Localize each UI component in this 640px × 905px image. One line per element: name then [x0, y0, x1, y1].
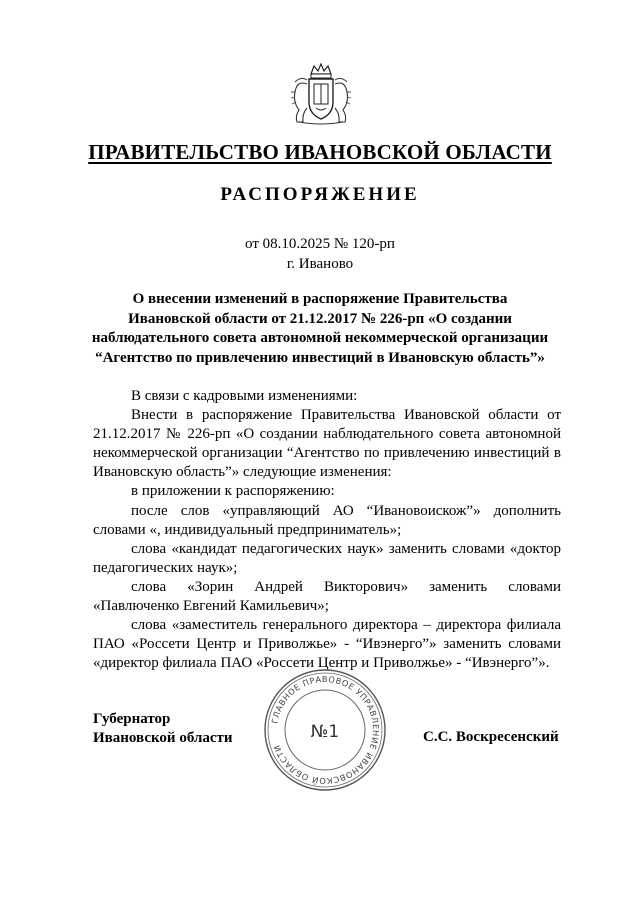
signatory-name: С.С. Воскресенский [423, 729, 559, 745]
body-paragraph: слова «кандидат педагогических наук» заменить словами «доктор педагогических наук»; [93, 540, 561, 576]
seal-outer-text: ГЛАВНОЕ ПРАВОВОЕ УПРАВЛЕНИЕ ИВАНОВСКОЙ ОБЛАСТИ [269, 673, 382, 787]
signatory-position [93, 710, 233, 748]
body-paragraph: В связи с кадровыми изменениями: [131, 388, 358, 404]
body-paragraph: после слов «управляющий АО “Ивановоискож”» дополнить словами «, индивидуальный предприниматель»; [93, 502, 561, 538]
ivanovo-coat-of-arms-icon [287, 62, 355, 126]
body-paragraph: слова «заместитель генерального директора – директора филиала ПАО «Россети Центр и Приволжье» - “Ивэнерго”» заменить словами «директор филиала ПАО «Россети Центр и Приволжье» - “Ивэнерго”». [93, 617, 561, 672]
subject-line: Ивановской области от 21.12.2017 № 226-рп «О создании [128, 310, 512, 327]
document-body [93, 387, 561, 673]
subject-line: О внесении изменений в распоряжение Правительства [132, 291, 508, 307]
official-seal-icon [262, 667, 388, 793]
subject-line: “Агентство по привлечению инвестиций в Ивановскую область”» [95, 349, 545, 366]
document-date-number: от 08.10.2025 № 120-рп [245, 236, 395, 252]
document-city: г. Иваново [286, 256, 354, 272]
position-line: Ивановской области [93, 730, 233, 746]
organization-title: ПРАВИТЕЛЬСТВО ИВАНОВСКОЙ ОБЛАСТИ [88, 140, 552, 164]
body-paragraph: слова «Зорин Андрей Викторович» заменить словами «Павлюченко Евгений Камильевич»; [93, 578, 561, 615]
document-type: РАСПОРЯЖЕНИЕ [220, 184, 420, 205]
body-paragraph: в приложении к распоряжению: [131, 483, 335, 500]
body-paragraph: Внести в распоряжение Правительства Ивановской области от 21.12.2017 № 226-рп «О создании наблюдательного совета автономной некоммерческой организации “Агентство по привлечению инвестиций в Ивановскую область”» следующие изменения: [93, 407, 561, 481]
subject-line: наблюдательного совета автономной некоммерческой организации [91, 330, 549, 346]
seal-number: №1 [310, 722, 340, 742]
document-subject [80, 290, 560, 368]
position-line: Губернатор [93, 711, 171, 727]
